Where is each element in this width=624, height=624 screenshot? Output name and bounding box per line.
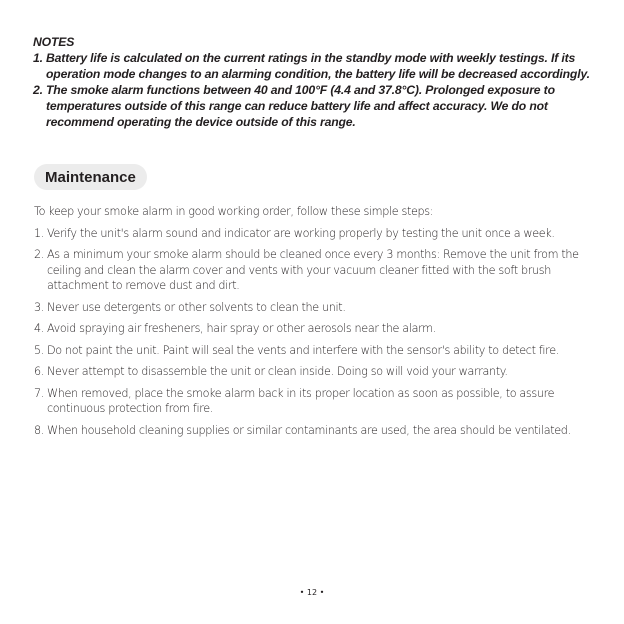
maintenance-step bbox=[34, 386, 594, 417]
maintenance-step bbox=[34, 364, 594, 380]
maintenance-step bbox=[34, 226, 594, 242]
maintenance-step bbox=[34, 343, 594, 359]
maintenance-step bbox=[34, 300, 594, 316]
step-number: 1. bbox=[34, 226, 44, 240]
notes-title: NOTES bbox=[33, 35, 75, 49]
maintenance-step bbox=[34, 423, 594, 439]
step-text: Do not paint the unit. Paint will seal the vents and interfere with the sensor's ability to detect fire. bbox=[47, 343, 559, 357]
step-number: 7. bbox=[34, 386, 44, 400]
notes-section bbox=[33, 34, 593, 130]
maintenance-heading-pill bbox=[34, 164, 147, 190]
step-text: As a minimum your smoke alarm should be cleaned once every 3 months: Remove the unit from the ceiling and clean the alarm cover and vents with your vacuum cleaner fitted with the soft brush attachment to remove dust and dirt. bbox=[47, 248, 579, 292]
maintenance-step bbox=[34, 321, 594, 337]
note-item bbox=[33, 50, 593, 82]
maintenance-section bbox=[34, 204, 594, 444]
note-number: 1. bbox=[33, 51, 43, 65]
maintenance-intro: To keep your smoke alarm in good working order, follow these simple steps: bbox=[34, 205, 434, 218]
step-text: Never use detergents or other solvents to clean the unit. bbox=[47, 300, 346, 314]
step-number: 2. bbox=[34, 248, 44, 261]
step-number: 4. bbox=[34, 322, 44, 335]
step-text: When household cleaning supplies or similar contaminants are used, the area should be ventilated. bbox=[47, 423, 571, 437]
note-text: Battery life is calculated on the current ratings in the standby mode with weekly testings. If its operation mode changes to an alarming condition, the battery life will be decreased accordingly. bbox=[46, 51, 590, 81]
step-text: When removed, place the smoke alarm back in its proper location as soon as possible, to assure continuous protection from fire. bbox=[47, 386, 555, 415]
maintenance-steps bbox=[34, 226, 594, 439]
step-text: Verify the unit's alarm sound and indicator are working properly by testing the unit once a week. bbox=[47, 226, 555, 240]
note-item bbox=[33, 82, 593, 130]
note-number: 2. bbox=[33, 83, 43, 97]
notes-list bbox=[33, 50, 593, 130]
step-number: 3. bbox=[34, 300, 44, 314]
maintenance-heading: Maintenance bbox=[45, 168, 136, 186]
maintenance-step bbox=[34, 247, 594, 294]
page-number: • 12 • bbox=[299, 588, 325, 597]
step-text: Never attempt to disassemble the unit or clean inside. Doing so will void your warranty. bbox=[47, 365, 508, 378]
step-number: 6. bbox=[34, 365, 44, 378]
step-text: Avoid spraying air fresheners, hair spray or other aerosols near the alarm. bbox=[47, 322, 436, 335]
step-number: 5. bbox=[34, 343, 44, 357]
note-text: The smoke alarm functions between 40 and 100°F (4.4 and 37.8°C). Prolonged exposure to temperatures outside of this range can reduce battery life and affect accuracy. We do not recommend operating the device outside of this range. bbox=[46, 83, 555, 129]
step-number: 8. bbox=[34, 423, 44, 437]
